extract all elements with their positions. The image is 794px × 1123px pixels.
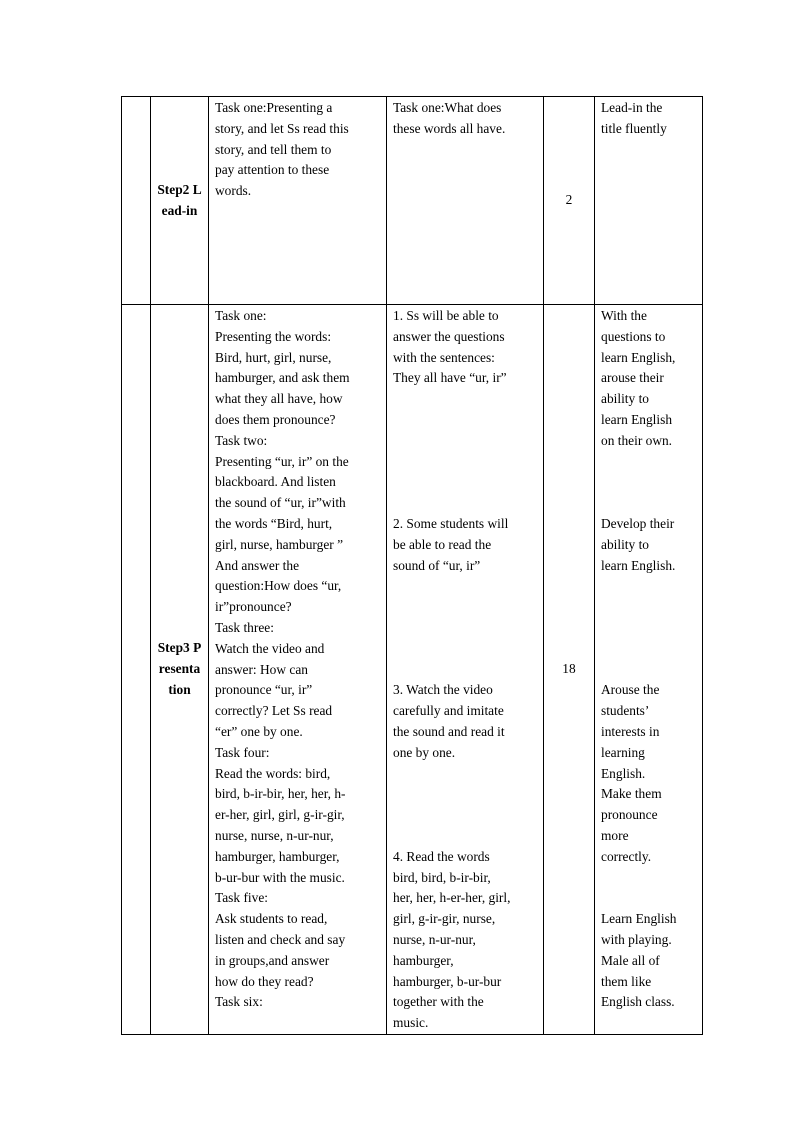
text-line: er-her, girl, girl, g-ir-gir, — [215, 807, 345, 823]
text-line: bird, b-ir-bir, her, her, h- — [215, 786, 346, 802]
step-label: Step2 Lead-in — [157, 181, 202, 218]
text-line: hamburger, and ask them — [215, 370, 350, 386]
text-line: listen and check and say — [215, 931, 346, 947]
text-line: Task one:What does — [393, 100, 502, 115]
text-line: Watch the video and — [215, 640, 325, 656]
blank-cell — [122, 97, 151, 305]
student-activity-cell — [387, 97, 544, 305]
text-line: hamburger, — [393, 952, 454, 968]
text-line: Task one: — [215, 308, 267, 323]
text-line: more — [601, 827, 629, 843]
text-line: hamburger, b-ur-bur — [393, 973, 502, 989]
text-line: sound of “ur, ir” — [393, 557, 481, 573]
text-line: title fluently — [601, 120, 667, 136]
text-line: 4. Read the words — [393, 848, 490, 864]
text-line: With the — [601, 308, 647, 323]
text-line: girl, nurse, hamburger ” — [215, 536, 344, 552]
text-line: students’ — [601, 703, 650, 719]
text-line: nurse, n-ur-nur, — [393, 931, 476, 947]
text-line: And answer the — [215, 557, 300, 573]
time-cell — [544, 305, 595, 1035]
text-line: correctly. — [601, 848, 652, 864]
text-line: answer the questions — [393, 328, 505, 344]
text-line: these words all have. — [393, 120, 506, 136]
text-line: with playing. — [601, 931, 672, 947]
text-line: pay attention to these — [215, 162, 330, 178]
text-line: hamburger, hamburger, — [215, 848, 340, 864]
text-line: ir”pronounce? — [215, 599, 292, 615]
text-line: Lead-in the — [601, 100, 663, 115]
text-line: Task five: — [215, 890, 268, 906]
text-line: story, and let Ss read this — [215, 120, 349, 136]
text-line: Ask students to read, — [215, 911, 328, 927]
text-line: ability to — [601, 391, 649, 407]
step-label-cell — [151, 97, 209, 305]
text-line: They all have “ur, ir” — [393, 370, 507, 386]
text-line: ability to — [601, 536, 649, 552]
teacher-activity-cell — [209, 97, 387, 305]
text-line: does them pronounce? — [215, 411, 336, 427]
text-line: arouse their — [601, 370, 664, 386]
time-value: 18 — [562, 661, 576, 677]
purpose-cell — [595, 97, 703, 305]
text-line: Task six: — [215, 994, 263, 1010]
text-line: Task one:Presenting a — [215, 100, 333, 115]
text-line: Task three: — [215, 619, 274, 635]
text-line: learn English — [601, 411, 673, 427]
text-line: Bird, hurt, girl, nurse, — [215, 349, 332, 365]
student-activity-cell — [387, 305, 544, 1035]
lesson-plan-table — [121, 96, 703, 1035]
text-line: questions to — [601, 328, 666, 344]
text-line: girl, g-ir-gir, nurse, — [393, 911, 496, 927]
text-line: Task two: — [215, 432, 268, 448]
text-line: English class. — [601, 994, 675, 1010]
step-label-cell — [151, 305, 209, 1035]
text-line: Arouse the — [601, 682, 660, 698]
text-line: one by one. — [393, 744, 456, 760]
text-line: correctly? Let Ss read — [215, 703, 333, 719]
text-line: what they all have, how — [215, 391, 343, 407]
text-line: words. — [215, 183, 252, 199]
text-line: together with the — [393, 994, 484, 1010]
time-cell — [544, 97, 595, 305]
text-line: the sound of “ur, ir”with — [215, 495, 346, 511]
text-line: 2. Some students will — [393, 515, 509, 531]
text-line: the words “Bird, hurt, — [215, 515, 333, 531]
text-line: Presenting the words: — [215, 328, 332, 344]
text-line: pronounce “ur, ir” — [215, 682, 313, 698]
text-line: “er” one by one. — [215, 723, 303, 739]
text-line: on their own. — [601, 432, 673, 448]
text-line: with the sentences: — [393, 349, 495, 365]
text-line: 3. Watch the video — [393, 682, 493, 698]
text-line: Task four: — [215, 744, 270, 760]
text-line: music. — [393, 1015, 429, 1031]
text-line: 1. Ss will be able to — [393, 308, 499, 323]
text-line: carefully and imitate — [393, 703, 504, 719]
text-line: her, her, h-er-her, girl, — [393, 890, 511, 906]
text-line: the sound and read it — [393, 723, 505, 739]
table-row — [122, 97, 703, 305]
text-line: Make them — [601, 786, 662, 802]
text-line: learn English. — [601, 557, 676, 573]
text-line: Male all of — [601, 952, 660, 968]
text-line: pronounce — [601, 807, 658, 823]
text-line: them like — [601, 973, 652, 989]
text-line: interests in — [601, 723, 660, 739]
text-line: in groups,and answer — [215, 952, 330, 968]
text-line: b-ur-bur with the music. — [215, 869, 345, 885]
teacher-activity-cell — [209, 305, 387, 1035]
text-line: nurse, nurse, n-ur-nur, — [215, 827, 334, 843]
time-value: 2 — [565, 192, 573, 208]
text-line: blackboard. And listen — [215, 474, 336, 490]
text-line: learn English, — [601, 349, 676, 365]
text-line: answer: How can — [215, 661, 308, 677]
text-line: story, and tell them to — [215, 141, 332, 157]
table-row — [122, 305, 703, 1035]
text-line: learning — [601, 744, 645, 760]
text-line: Read the words: bird, — [215, 765, 331, 781]
text-line: be able to read the — [393, 536, 492, 552]
blank-cell — [122, 305, 151, 1035]
text-line: English. — [601, 765, 646, 781]
text-line: Learn English — [601, 911, 677, 927]
text-line: Develop their — [601, 515, 675, 531]
purpose-cell — [595, 305, 703, 1035]
text-line: question:How does “ur, — [215, 578, 342, 594]
text-line: bird, bird, b-ir-bir, — [393, 869, 491, 885]
text-line: how do they read? — [215, 973, 314, 989]
step-label: Step3 Presentation — [157, 640, 202, 697]
text-line: Presenting “ur, ir” on the — [215, 453, 349, 469]
